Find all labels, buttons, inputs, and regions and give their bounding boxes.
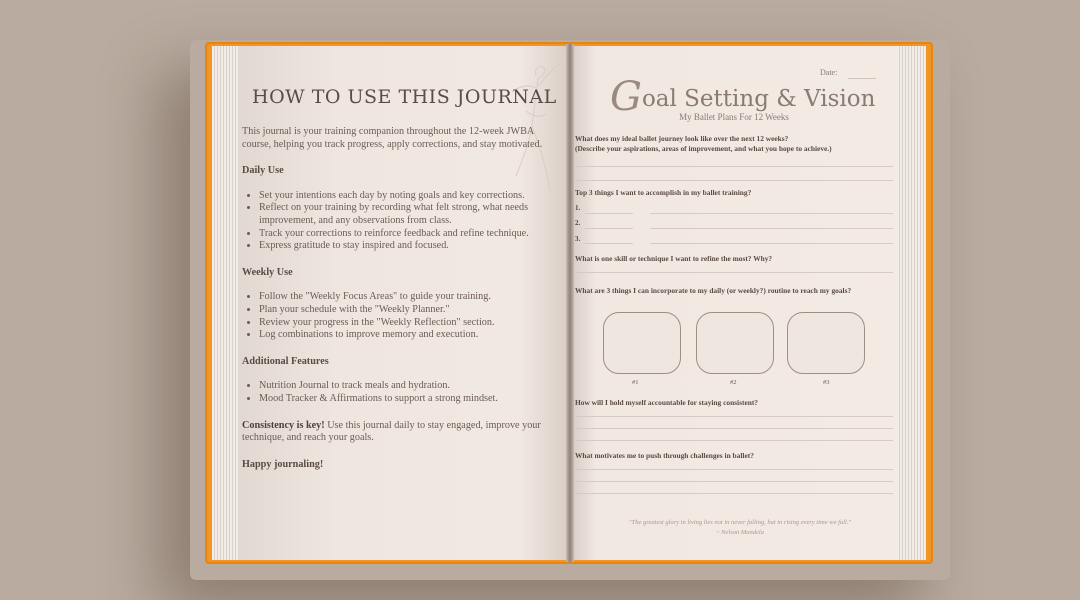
answer-line[interactable] bbox=[650, 213, 893, 214]
list-item: • Log combinations to improve memory and execution. bbox=[259, 329, 562, 342]
answer-line[interactable] bbox=[575, 428, 893, 429]
answer-line[interactable] bbox=[575, 440, 893, 441]
answer-line[interactable] bbox=[575, 272, 893, 273]
closing-text: Happy journaling! bbox=[242, 458, 324, 470]
consistency-rest: Use this journal daily to stay engaged, improve your technique, and reach your goals. bbox=[242, 419, 541, 444]
right-page bbox=[570, 46, 898, 560]
question-3 bbox=[575, 254, 893, 264]
intro-text: This journal is your training companion throughout the 12-week JWBA course, helping you track progress, apply corrections, and stay motivated. bbox=[242, 126, 543, 150]
date-label: Date: bbox=[820, 68, 838, 77]
quote-author: ~ Nelson Mandela bbox=[716, 529, 764, 536]
question-text: How will I hold myself accountable for staying consistent? bbox=[575, 398, 758, 407]
daily-use-list bbox=[242, 190, 562, 253]
instructions-body bbox=[242, 126, 562, 483]
answer-line[interactable] bbox=[585, 243, 633, 244]
question-1 bbox=[575, 134, 893, 154]
list-item: • Set your intentions each day by noting goals and key corrections. bbox=[259, 190, 562, 203]
item-number: 2. bbox=[575, 219, 581, 227]
left-page bbox=[238, 46, 570, 560]
list-item: • Track your corrections to reinforce feedback and refine technique. bbox=[259, 228, 562, 241]
question-text: What does my ideal ballet journey look like over the next 12 weeks? bbox=[575, 134, 789, 143]
page-edges-right bbox=[896, 46, 926, 560]
book-spine bbox=[566, 44, 574, 562]
answer-line[interactable] bbox=[575, 481, 893, 482]
goal-box-1[interactable] bbox=[603, 312, 681, 374]
quote-text: "The greatest glory in living lies not in never falling, but in rising every time we fall." bbox=[628, 519, 852, 526]
list-item: • Follow the "Weekly Focus Areas" to guide your training. bbox=[259, 291, 562, 304]
answer-line[interactable] bbox=[575, 166, 893, 167]
title-initial: G bbox=[610, 74, 642, 120]
answer-line[interactable] bbox=[585, 228, 633, 229]
list-item: • Express gratitude to stay inspired and focused. bbox=[259, 240, 562, 253]
goal-label: #1 bbox=[632, 379, 639, 386]
worksheet-subtitle: My Ballet Plans For 12 Weeks bbox=[679, 112, 789, 122]
list-item: • Plan your schedule with the "Weekly Planner." bbox=[259, 304, 562, 317]
question-2 bbox=[575, 188, 893, 198]
section-heading: Weekly Use bbox=[242, 266, 293, 278]
page-edges-left bbox=[212, 46, 240, 560]
question-4 bbox=[575, 286, 893, 296]
item-number: 1. bbox=[575, 204, 581, 212]
page-title: HOW TO USE THIS JOURNAL bbox=[252, 86, 557, 108]
question-text: Top 3 things I want to accomplish in my ballet training? bbox=[575, 188, 752, 197]
goal-box-2[interactable] bbox=[696, 312, 774, 374]
weekly-use-list bbox=[242, 291, 562, 341]
quote bbox=[590, 518, 890, 538]
additional-features-list bbox=[242, 380, 562, 405]
question-5 bbox=[575, 398, 893, 408]
question-text: What are 3 things I can incorporate to my daily (or weekly?) routine to reach my goals? bbox=[575, 286, 852, 295]
answer-line[interactable] bbox=[575, 180, 893, 181]
question-text: What motivates me to push through challenges in ballet? bbox=[575, 451, 754, 460]
section-heading: Daily Use bbox=[242, 165, 284, 177]
list-item: • Reflect on your training by recording what felt strong, what needs improvement, and any observations from class. bbox=[259, 202, 562, 227]
answer-line[interactable] bbox=[650, 243, 893, 244]
answer-line[interactable] bbox=[575, 493, 893, 494]
list-item: • Review your progress in the "Weekly Reflection" section. bbox=[259, 317, 562, 330]
title-rest: oal Setting & Vision bbox=[641, 86, 876, 112]
item-number: 3. bbox=[575, 235, 581, 243]
consistency-bold: Consistency is key! bbox=[242, 419, 325, 431]
question-text: What is one skill or technique I want to refine the most? Why? bbox=[575, 254, 773, 263]
goal-label: #3 bbox=[823, 379, 830, 386]
answer-line[interactable] bbox=[585, 213, 633, 214]
section-heading: Additional Features bbox=[242, 355, 329, 367]
answer-line[interactable] bbox=[575, 416, 893, 417]
list-item: • Nutrition Journal to track meals and hydration. bbox=[259, 380, 562, 393]
answer-line[interactable] bbox=[575, 469, 893, 470]
goal-label: #2 bbox=[730, 379, 737, 386]
question-6 bbox=[575, 451, 893, 461]
question-subtext: (Describe your aspirations, areas of improvement, and what you hope to achieve.) bbox=[575, 144, 832, 153]
consistency-text bbox=[242, 420, 562, 445]
answer-line[interactable] bbox=[650, 228, 893, 229]
list-item: • Mood Tracker & Affirmations to support a strong mindset. bbox=[259, 393, 562, 406]
goal-box-3[interactable] bbox=[787, 312, 865, 374]
